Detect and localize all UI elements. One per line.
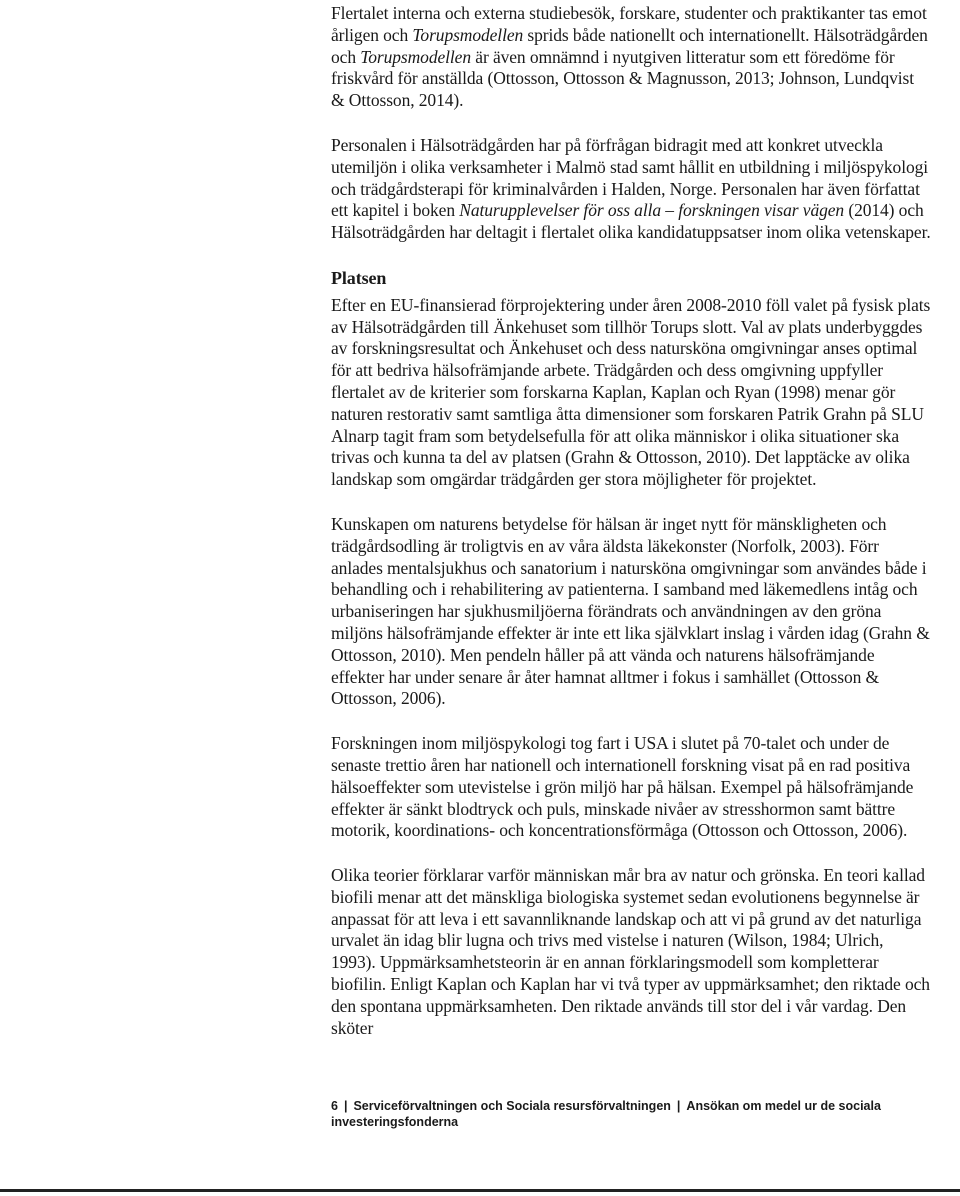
paragraph-forskningen: Forskningen inom miljöspykologi tog fart i USA i slutet på 70-talet och under de senaste trettio åren har nationell och internationell forskning visat på en rad positiva hälsoeffekter som utevistelse i grön miljö har på hälsan. Exempel på hälsofrämjande effekter är sänkt blodtryck och puls, minskade nivåer av stresshormon samt bättre motorik, koordinations- och koncentrationsförmåga (Ottosson och Ottosson, 2006). <box>331 733 914 841</box>
footer-organization: Serviceförvaltningen och Sociala resursförvaltningen <box>353 1099 671 1113</box>
text-run: är även omnämnd i nyutgiven litteratur som ett föredöme för friskvård för anställda (Ottosson, Ottosson & Magnusson, 2013; Johnson, Lundqvist & Ottosson, 2014). <box>331 46 914 111</box>
paragraph-studiebesok <box>331 3 931 112</box>
paragraph-kunskapen: Kunskapen om naturens betydelse för hälsan är inget nytt för mänskligheten och trädgårdsodling är troligtvis en av våra äldsta läkekonster (Norfolk, 2003). Förr anlades mentalsjukhus och sanatorium i natursköna omgivningar som användes både i behandling och i rehabilitering av patienterna. I samband med läkemedlens intåg och urbaniseringen har sjukhusmiljöerna förändrats och användningen av den gröna miljöns hälsofrämjande effekter är inte ett lika självklart inslag i vården idag (Grahn & Ottosson, 2010). Men pendeln håller på att vända och naturens hälsofrämjande effekter har under senare år åter hamnat alltmer i fokus i samhället (Ottosson & Ottosson, 2006). <box>331 513 930 709</box>
paragraph-teorier: Olika teorier förklarar varför människan mår bra av natur och grönska. En teori kallad biofili menar att det mänskliga biologiska systemet sedan evolutionens begynnelse är anpassat för att leva i ett savannliknande landskap och att vi på grund av det naturliga urvalet än idag blir lugna och trivs med vistelse i naturen (Wilson, 1984; Ulrich, 1993). Uppmärksamhetsteorin är en annan förklaringsmodell som kompletterar biofilin. Enligt Kaplan och Kaplan har vi två typer av uppmärksamhet; den riktade och den spontana uppmärksamheten. Den riktade används till stor del i vår vardag. Den sköter <box>331 865 930 1038</box>
bottom-rule <box>0 1189 960 1192</box>
text-run: (2014) och Hälsoträdgården har deltagit i flertalet olika kandidatuppsatser inom olika vetenskaper. <box>331 200 931 243</box>
italic-title: Torupsmodellen <box>412 24 524 45</box>
paragraph-personalen <box>331 135 931 244</box>
page-footer <box>331 1098 931 1130</box>
italic-book-title: Naturupplevelser för oss alla – forskningen visar vägen <box>459 200 845 221</box>
footer-separator: | <box>676 1099 681 1113</box>
footer-document-title: Ansökan om medel ur de sociala investeringsfonderna <box>331 1099 881 1129</box>
text-run: Flertalet interna och externa studiebesök, forskare, studenter och praktikanter tas emot årligen och <box>331 3 927 45</box>
footer-separator: | <box>343 1099 348 1113</box>
body-text <box>331 0 931 1039</box>
text-run: sprids både nationellt och internationellt. Hälsoträdgården och <box>331 24 928 67</box>
page-number: 6 <box>331 1099 338 1113</box>
italic-title: Torupsmodellen <box>360 46 471 67</box>
section-heading-platsen: Platsen <box>331 267 387 288</box>
text-run: Personalen i Hälsoträdgården har på förfrågan bidragit med att konkret utveckla utemiljön i olika verksamheter i Malmö stad samt hållit en utbildning i miljöspykologi och trädgårdsterapi för kriminalvården i Halden, Norge. Personalen har även författat ett kapitel i boken <box>331 134 929 221</box>
paragraph-platsen: Efter en EU-finansierad förprojektering under åren 2008-2010 föll valet på fysisk plats av Hälsoträdgården till Änkehuset som tillhör Torups slott. Val av plats underbyggdes av forskningsresultat och Änkehuset och dess natursköna omgivningar anses optimal för att bedriva hälsofrämjande arbete. Trädgården och dess omgivning uppfyller flertalet av de kriterier som forskarna Kaplan, Kaplan och Ryan (1998) menar gör naturen restorativ samt samtliga åtta dimensioner som forskaren Patrik Grahn på SLU Alnarp tagit fram som betydelsefulla för att olika människor i olika situationer ska trivas och kunna ta del av platsen (Grahn & Ottosson, 2010). Det lapptäcke av olika landskap som omgärdar trädgården ger stora möjligheter för projektet. <box>331 294 931 490</box>
